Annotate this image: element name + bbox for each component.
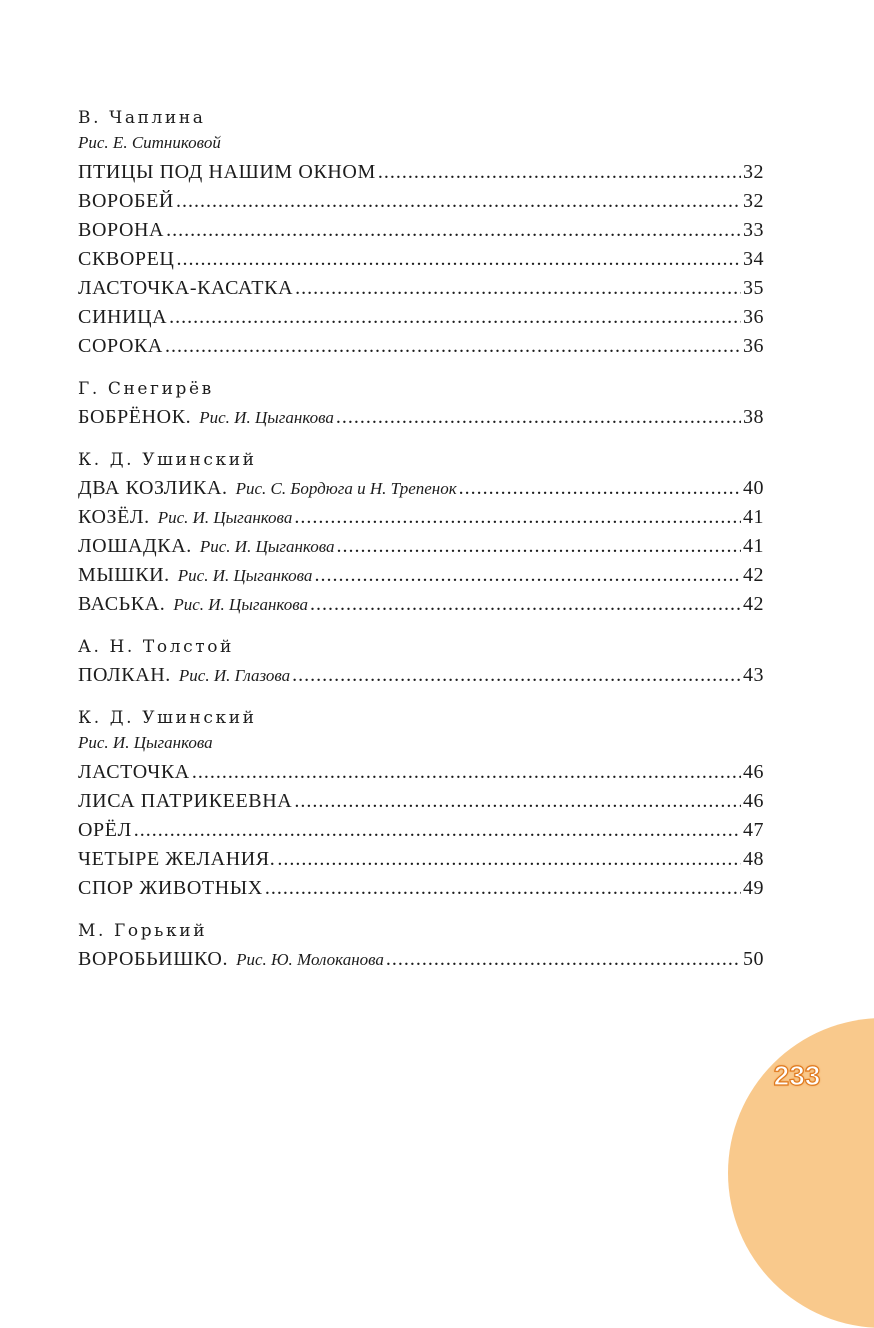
entry-page: 50 — [743, 948, 764, 970]
toc-entry[interactable] — [78, 245, 764, 274]
entry-page: 43 — [743, 664, 764, 686]
table-of-contents — [78, 104, 764, 988]
toc-entry[interactable] — [78, 874, 764, 903]
toc-entry[interactable] — [78, 474, 764, 503]
author-name: А. Н. Толстой — [78, 637, 234, 657]
author-name: В. Чаплина — [78, 108, 206, 128]
entry-illustrator: Рис. Ю. Молоканова — [236, 950, 384, 969]
toc-entry[interactable] — [78, 274, 764, 303]
entry-title: КОЗЁЛ. — [78, 506, 150, 528]
entry-title: ВОРОБЬИШКО. — [78, 948, 229, 970]
illustrator-credit: Рис. Е. Ситниковой — [78, 133, 221, 152]
entry-page: 32 — [743, 161, 764, 183]
toc-entry[interactable] — [78, 945, 764, 974]
entry-illustrator: Рис. И. Цыганкова — [199, 537, 335, 556]
entry-page: 41 — [743, 506, 764, 528]
entry-title: ВАСЬКА. — [78, 593, 166, 615]
entry-page: 33 — [743, 219, 764, 241]
toc-entry[interactable] — [78, 561, 764, 590]
author-name: К. Д. Ушинский — [78, 708, 257, 728]
entry-page: 46 — [743, 790, 764, 812]
toc-entry[interactable] — [78, 187, 764, 216]
toc-entry[interactable] — [78, 845, 764, 874]
author-name: К. Д. Ушинский — [78, 450, 257, 470]
entry-page: 36 — [743, 306, 764, 328]
entry-title: СПОР ЖИВОТНЫХ — [78, 877, 263, 899]
dot-leader — [134, 816, 741, 845]
toc-entry[interactable] — [78, 403, 764, 432]
dot-leader — [386, 945, 741, 974]
dot-leader — [310, 590, 741, 619]
dot-leader — [277, 845, 741, 874]
dot-leader — [176, 245, 741, 274]
entry-page: 41 — [743, 535, 764, 557]
dot-leader — [166, 216, 741, 245]
dot-leader — [336, 403, 741, 432]
toc-section — [78, 633, 764, 690]
entry-title: ОРЁЛ — [78, 819, 132, 841]
entry-page: 42 — [743, 593, 764, 615]
entry-title: ПТИЦЫ ПОД НАШИМ ОКНОМ — [78, 161, 376, 183]
toc-entry[interactable] — [78, 503, 764, 532]
entry-page: 35 — [743, 277, 764, 299]
entry-illustrator: Рис. И. Цыганкова — [173, 595, 308, 614]
entry-title: ДВА КОЗЛИКА. — [78, 477, 228, 499]
toc-entry[interactable] — [78, 758, 764, 787]
dot-leader — [295, 274, 741, 303]
entry-title: ПОЛКАН. — [78, 664, 171, 686]
dot-leader — [459, 474, 741, 503]
dot-leader — [294, 787, 741, 816]
dot-leader — [265, 874, 741, 903]
entry-illustrator: Рис. И. Глазова — [178, 666, 291, 685]
entry-title: ЧЕТЫРЕ ЖЕЛАНИЯ. — [78, 848, 276, 870]
dot-leader — [192, 758, 741, 787]
toc-entry[interactable] — [78, 532, 764, 561]
entry-title: ЛАСТОЧКА — [78, 761, 190, 783]
entry-title: СИНИЦА — [78, 306, 168, 328]
dot-leader — [337, 532, 742, 561]
entry-page: 40 — [743, 477, 764, 499]
toc-section — [78, 104, 764, 361]
entry-title: СКВОРЕЦ — [78, 248, 175, 270]
entry-page: 48 — [743, 848, 764, 870]
page-number: 233 — [773, 1060, 821, 1091]
entry-title: СОРОКА — [78, 335, 163, 357]
entry-title: МЫШКИ. — [78, 564, 170, 586]
entry-page: 32 — [743, 190, 764, 212]
entry-title: ЛАСТОЧКА-КАСАТКА — [78, 277, 294, 299]
dot-leader — [169, 303, 741, 332]
entry-page: 46 — [743, 761, 764, 783]
toc-section — [78, 704, 764, 903]
author-name: Г. Снегирёв — [78, 379, 214, 399]
entry-title: ВОРОНА — [78, 219, 165, 241]
entry-page: 34 — [743, 248, 764, 270]
entry-illustrator: Рис. С. Бордюга и Н. Трепенок — [235, 479, 457, 498]
dot-leader — [378, 158, 741, 187]
toc-section — [78, 917, 764, 974]
entry-illustrator: Рис. И. Цыганкова — [199, 408, 334, 427]
entry-page: 42 — [743, 564, 764, 586]
illustrator-credit: Рис. И. Цыганкова — [78, 733, 213, 752]
entry-title: ЛОШАДКА. — [78, 535, 192, 557]
toc-entry[interactable] — [78, 661, 764, 690]
toc-entry[interactable] — [78, 303, 764, 332]
entry-title: БОБРЁНОК. — [78, 406, 192, 428]
dot-leader — [176, 187, 741, 216]
entry-page: 36 — [743, 335, 764, 357]
toc-entry[interactable] — [78, 216, 764, 245]
dot-leader — [165, 332, 741, 361]
entry-illustrator: Рис. И. Цыганкова — [157, 508, 293, 527]
entry-page: 47 — [743, 819, 764, 841]
toc-entry[interactable] — [78, 816, 764, 845]
toc-entry[interactable] — [78, 590, 764, 619]
toc-entry[interactable] — [78, 787, 764, 816]
author-name: М. Горький — [78, 921, 208, 941]
toc-entry[interactable] — [78, 332, 764, 361]
toc-section — [78, 446, 764, 619]
dot-leader — [294, 503, 741, 532]
entry-title: ЛИСА ПАТРИКЕЕВНА — [78, 790, 293, 812]
entry-page: 38 — [743, 406, 764, 428]
entry-title: ВОРОБЕЙ — [78, 190, 174, 212]
dot-leader — [292, 661, 741, 690]
entry-illustrator: Рис. И. Цыганкова — [177, 566, 313, 585]
entry-page: 49 — [743, 877, 764, 899]
dot-leader — [314, 561, 741, 590]
toc-entry[interactable] — [78, 158, 764, 187]
toc-section — [78, 375, 764, 432]
